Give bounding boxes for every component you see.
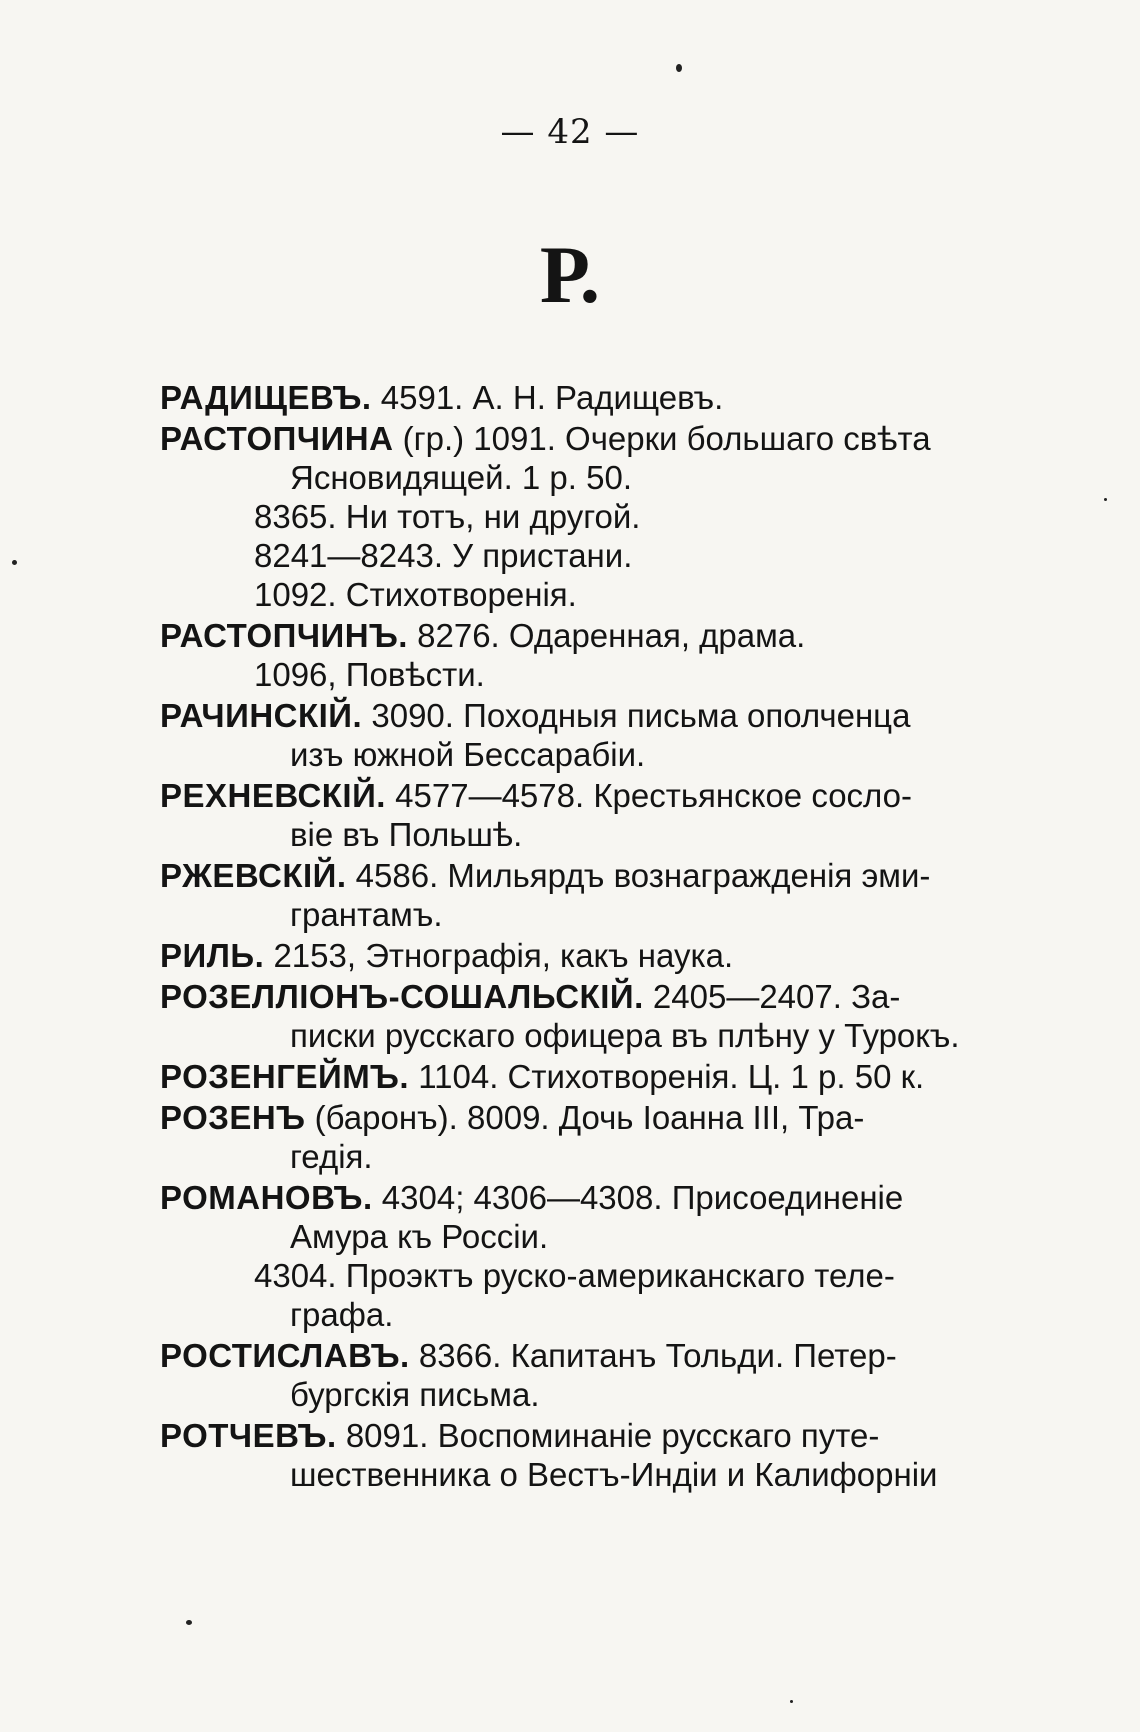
entry-continuation: графа.	[290, 1296, 394, 1333]
entry-text: 2405—2407. За-	[643, 978, 901, 1015]
index-entry	[160, 977, 1020, 1055]
entry-text: 8366. Капитанъ Тольди. Петер-	[409, 1337, 897, 1374]
entry-subitem: 8365. Ни тотъ, ни другой.	[254, 498, 641, 535]
entry-text: 4304; 4306—4308. Присоединеніе	[372, 1179, 904, 1216]
entry-line	[160, 856, 1020, 895]
author-name: РОМАНОВЪ.	[160, 1179, 373, 1216]
entry-text: 8091. Воспоминаніе русскаго путе-	[336, 1417, 880, 1454]
entry-line	[160, 1178, 1020, 1217]
entry-line	[160, 696, 1020, 735]
entry-continuation: шественника о Вестъ-Индіи и Калифорніи	[290, 1456, 938, 1493]
entry-text: 4591. А. Н. Радищевъ.	[371, 379, 724, 416]
entry-continuation: Ясновидящей. 1 р. 50.	[290, 459, 632, 496]
index-entry	[160, 419, 1020, 614]
entry-line	[160, 1098, 1020, 1137]
author-name: РОСТИСЛАВЪ.	[160, 1337, 410, 1374]
scan-speck	[1104, 498, 1107, 501]
entry-line	[160, 776, 1020, 815]
entry-continuation: бургскія письма.	[290, 1376, 540, 1413]
entry-text: 2153, Этнографія, какъ наука.	[264, 937, 734, 974]
entry-text: (баронъ). 8009. Дочь Іоанна III, Тра-	[305, 1099, 865, 1136]
entry-line	[160, 977, 1020, 1016]
entry-continuation: Амура къ Россіи.	[290, 1218, 549, 1255]
entry-line	[160, 616, 1020, 655]
index-entry	[160, 856, 1020, 934]
entry-line	[160, 1416, 1020, 1455]
index-entry	[160, 1057, 1020, 1096]
entry-text: 4586. Мильярдъ вознагражденія эми-	[346, 857, 931, 894]
entry-continuation: гедія.	[290, 1138, 373, 1175]
index-entry	[160, 616, 1020, 694]
scan-speck	[676, 64, 682, 72]
entry-subitem: 1092. Стихотворенія.	[254, 576, 577, 613]
index-entry	[160, 1416, 1020, 1494]
author-name: РИЛЬ.	[160, 937, 265, 974]
index-entry	[160, 696, 1020, 774]
scan-speck	[12, 560, 17, 565]
author-name: РАСТОПЧИНА	[160, 420, 394, 457]
entry-continuation: писки русскаго офицера въ плѣну у Турокъ.	[290, 1017, 960, 1054]
entry-text: 3090. Походныя письма ополченца	[362, 697, 911, 734]
author-name: РОЗЕЛЛІОНЪ-СОШАЛЬСКІЙ.	[160, 978, 644, 1015]
scan-speck	[186, 1620, 192, 1625]
author-name: РЕХНЕВСКІЙ.	[160, 777, 386, 814]
author-name: РАДИЩЕВЪ.	[160, 379, 372, 416]
entry-continuation: изъ южной Бессарабіи.	[290, 736, 646, 773]
entry-continuation: віе въ Польшѣ.	[290, 816, 523, 853]
page-number: — 42 —	[500, 112, 640, 152]
index-entry	[160, 936, 1020, 975]
entry-subitem: 4304. Проэктъ руско-американскаго теле-	[254, 1257, 895, 1294]
entry-text: 8276. Одаренная, драма.	[407, 617, 806, 654]
author-name: РАЧИНСКІЙ.	[160, 697, 363, 734]
entry-line	[160, 936, 1020, 975]
entry-text: 4577—4578. Крестьянское сосло-	[385, 777, 913, 814]
entry-subitem: 8241—8243. У пристани.	[254, 537, 633, 574]
index-entry	[160, 1336, 1020, 1414]
entry-line	[160, 1057, 1020, 1096]
entry-text: 1104. Стихотворенія. Ц. 1 р. 50 к.	[409, 1058, 925, 1095]
entry-continuation: грантамъ.	[290, 896, 443, 933]
author-name: РАСТОПЧИНЪ.	[160, 617, 408, 654]
index-entry	[160, 776, 1020, 854]
author-name: РОТЧЕВЪ.	[160, 1417, 337, 1454]
section-letter: Р.	[539, 229, 601, 320]
entry-line	[160, 1336, 1020, 1375]
entry-text: (гр.) 1091. Очерки большаго свѣта	[393, 420, 931, 457]
index-entry	[160, 1178, 1020, 1334]
author-name: РОЗЕНГЕЙМЪ.	[160, 1058, 410, 1095]
entry-line	[160, 378, 1020, 417]
index-entry	[160, 1098, 1020, 1176]
entry-subitem: 1096, Повѣсти.	[254, 656, 485, 693]
entry-list	[160, 378, 1020, 1496]
author-name: РЖЕВСКІЙ.	[160, 857, 347, 894]
entry-line	[160, 419, 1020, 458]
author-name: РОЗЕНЪ	[160, 1099, 306, 1136]
index-entry	[160, 378, 1020, 417]
scan-speck	[790, 1700, 793, 1703]
